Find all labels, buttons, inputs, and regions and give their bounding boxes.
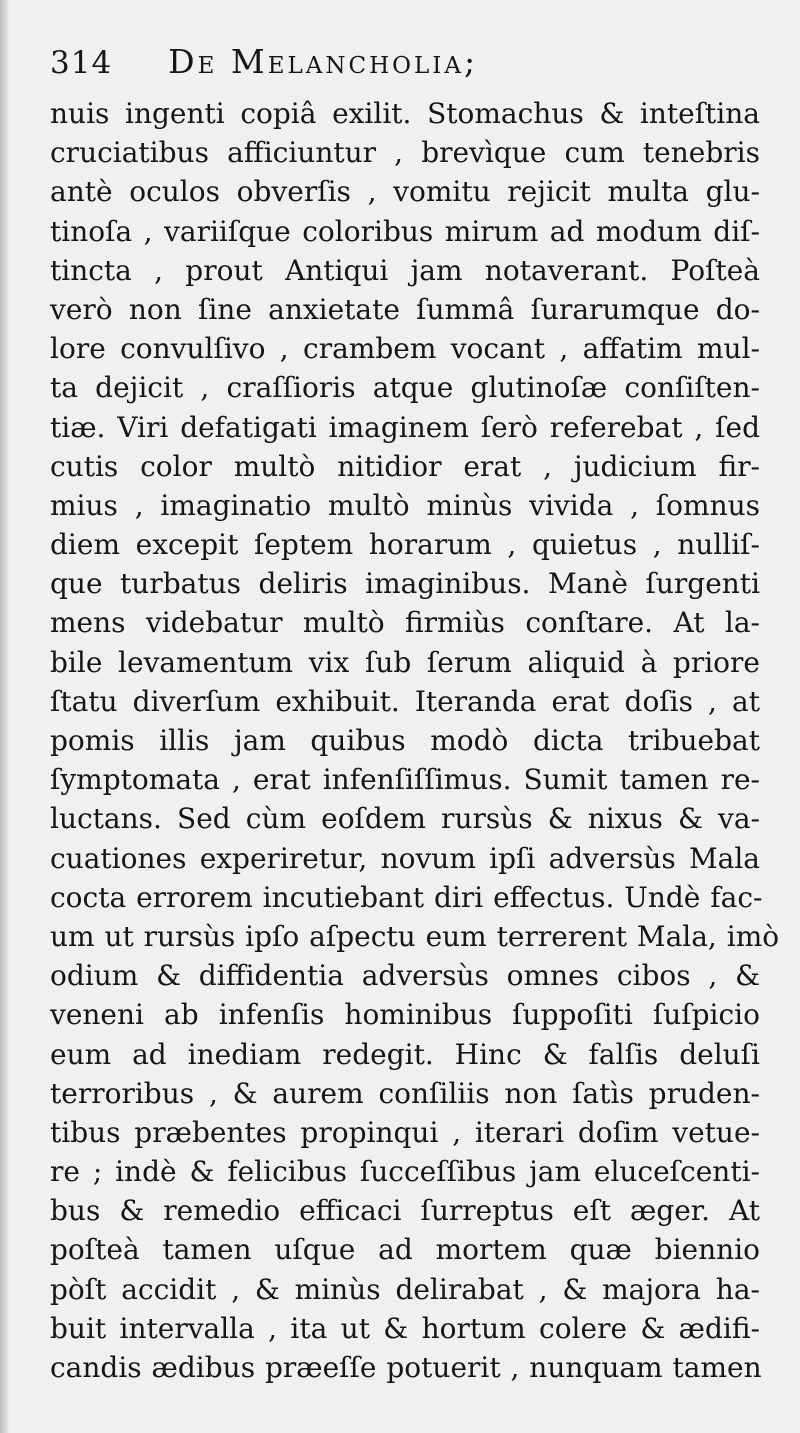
- text-line: eum ad inediam redegit. Hinc & falſis deluſi: [50, 1037, 760, 1071]
- text-line: buit intervalla , ita ut & hortum colere & ædifi-: [50, 1311, 760, 1345]
- text-line: tiæ. Viri defatigati imaginem ſerò referebat , ſed: [50, 410, 760, 444]
- running-title: De Melancholia;: [168, 42, 479, 81]
- text-line: cutis color multò nitidior erat , judicium fir-: [50, 449, 760, 483]
- text-line: pòſt accidit , & minùs delirabat , & majora ha-: [50, 1272, 760, 1306]
- text-line: poſteà tamen uſque ad mortem quæ biennio: [50, 1233, 760, 1267]
- text-line: cruciatibus afficiuntur , brevìque cum tenebris: [50, 136, 760, 170]
- text-line: tibus præbentes propinqui , iterari doſim vetue-: [50, 1115, 760, 1149]
- text-line: cuationes experiretur, novum ipſi adversùs Mala: [50, 841, 760, 875]
- text-line: re ; indè & felicibus ſucceſſibus jam eluceſcenti-: [50, 1155, 760, 1189]
- text-line: luctans. Sed cùm eoſdem rursùs & nixus & va-: [50, 802, 760, 836]
- text-line: ta dejicit , craſſioris atque glutinoſæ conſiſten-: [50, 371, 760, 405]
- text-line: pomis illis jam quibus modò dicta tribuebat: [50, 724, 760, 757]
- text-line: ſtatu diverſum exhibuit. Iteranda erat doſis , at: [50, 684, 760, 718]
- text-line: mius , imaginatio multò minùs vivida , ſomnus: [50, 488, 760, 522]
- text-line: mens videbatur multò firmiùs conſtare. At la-: [50, 606, 760, 640]
- text-line: veneni ab infenſis hominibus ſuppoſiti ſuſpicio: [50, 998, 760, 1032]
- text-line: candis ædibus præeſſe potuerit , nunquam tamen: [50, 1351, 762, 1384]
- text-line: antè oculos obverſis , vomitu rejicit multa glu-: [50, 175, 760, 209]
- text-line: que turbatus deliris imaginibus. Manè ſurgenti: [50, 567, 760, 601]
- text-line: tinoſa , variiſque coloribus mirum ad modum diſ-: [50, 214, 760, 248]
- text-line: tincta , prout Antiqui jam notaverant. Poſteà: [50, 253, 760, 287]
- text-line: terroribus , & aurem conſiliis non ſatìs pruden-: [50, 1076, 760, 1110]
- page-number: 314: [50, 45, 113, 81]
- text-line: um ut rursùs ipſo aſpectu eum terrerent Mala, imò: [50, 919, 780, 953]
- body-text: [50, 94, 780, 1387]
- text-line: diem excepit ſeptem horarum , quietus , nulliſ-: [50, 528, 760, 562]
- text-line: odium & diffidentia adversùs omnes cibos , &: [50, 959, 760, 993]
- text-line: cocta errorem incutiebant diri effectus. Undè fac-: [50, 880, 763, 914]
- text-line: nuis ingenti copiâ exilit. Stomachus & inteſtina: [50, 97, 760, 130]
- text-line: lore convulſivo , crambem vocant , affatim mul-: [50, 332, 760, 366]
- text-line: bile levamentum vix ſub ſerum aliquid à priore: [50, 645, 760, 679]
- text-line: verò non ſine anxietate ſummâ ſurarumque do-: [50, 292, 760, 326]
- page-header: [50, 42, 770, 94]
- text-line: ſymptomata , erat infenſiſſimus. Sumit tamen re-: [50, 763, 760, 797]
- text-line: bus & remedio efficaci ſurreptus eſt æger. At: [50, 1194, 760, 1228]
